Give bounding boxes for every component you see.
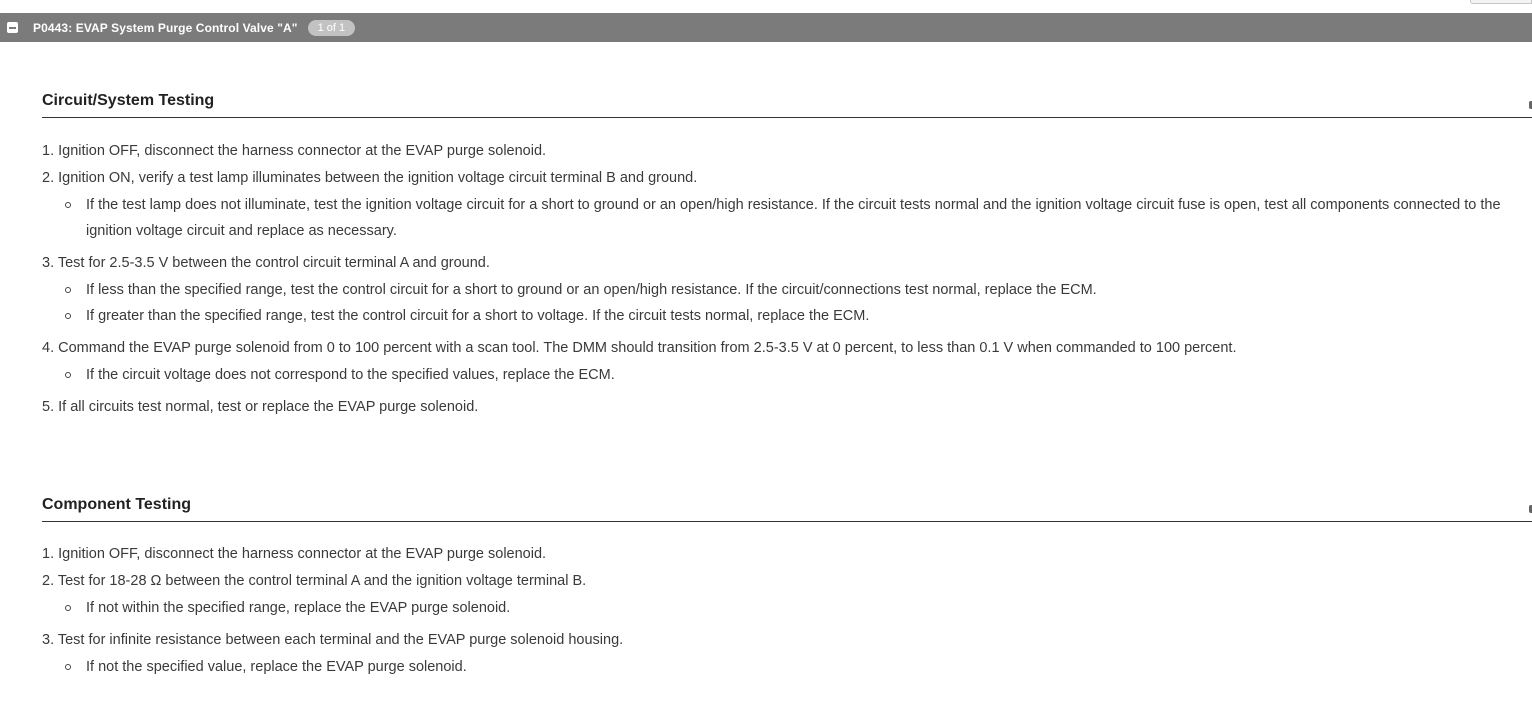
top-right-control[interactable] — [1470, 0, 1532, 4]
step-text: 4. Command the EVAP purge solenoid from 0 to 100 percent with a scan tool. The DMM should transition from 2.5-3.5 V at 0 percent, to less than 0.1 V when commanded to 100 percent. — [42, 340, 1237, 356]
substeps-list — [42, 595, 1532, 621]
steps-list — [42, 138, 1532, 421]
section-title: Circuit/System Testing — [42, 92, 1532, 118]
step-item — [42, 627, 1532, 680]
circle-bullet-icon — [65, 202, 71, 208]
section-title: Component Testing — [42, 496, 1532, 522]
step-text: 3. Test for infinite resistance between each terminal and the EVAP purge solenoid housing. — [42, 632, 624, 648]
substep-item — [86, 595, 1532, 621]
substeps-list — [42, 277, 1532, 329]
substep-text: If less than the specified range, test the control circuit for a short to ground or an open/high resistance. If the circuit/connections test normal, replace the ECM. — [86, 282, 1097, 298]
section-circuit-system-testing — [42, 92, 1532, 421]
step-item — [42, 568, 1532, 621]
circle-bullet-icon — [65, 372, 71, 378]
step-item — [42, 165, 1532, 244]
dtc-header-bar — [0, 13, 1532, 42]
step-text: 3. Test for 2.5-3.5 V between the control circuit terminal A and ground. — [42, 255, 490, 271]
substep-item — [86, 303, 1532, 329]
step-item — [42, 138, 1532, 165]
circle-bullet-icon — [65, 313, 71, 319]
step-text: 1. Ignition OFF, disconnect the harness connector at the EVAP purge solenoid. — [42, 143, 547, 159]
substep-item — [86, 277, 1532, 303]
step-text: 1. Ignition OFF, disconnect the harness connector at the EVAP purge solenoid. — [42, 546, 547, 562]
step-item — [42, 541, 1532, 568]
substeps-list — [42, 362, 1532, 388]
step-item — [42, 250, 1532, 329]
circle-bullet-icon — [65, 287, 71, 293]
section-component-testing — [42, 496, 1532, 686]
substep-text: If not within the specified range, replace the EVAP purge solenoid. — [86, 600, 511, 616]
step-text: 2. Ignition ON, verify a test lamp illuminates between the ignition voltage circuit terminal B and ground. — [42, 170, 698, 186]
substep-text: If the circuit voltage does not correspond to the specified values, replace the ECM. — [86, 367, 615, 383]
count-badge: 1 of 1 — [308, 20, 356, 36]
circle-bullet-icon — [65, 664, 71, 670]
step-text: 5. If all circuits test normal, test or replace the EVAP purge solenoid. — [42, 399, 479, 415]
step-item — [42, 394, 1532, 421]
step-text: 2. Test for 18-28 Ω between the control terminal A and the ignition voltage terminal B. — [42, 573, 587, 589]
step-item — [42, 335, 1532, 388]
substep-text: If the test lamp does not illuminate, test the ignition voltage circuit for a short to ground or an open/high resistance. If the circuit tests normal and the ignition voltage circuit fuse is open, test all components connected to the ignition voltage circuit and replace as necessary. — [86, 197, 1501, 239]
substep-item — [86, 192, 1532, 244]
substep-item — [86, 362, 1532, 388]
dtc-title: P0443: EVAP System Purge Control Valve "A" — [33, 20, 298, 35]
substep-text: If greater than the specified range, test the control circuit for a short to voltage. If the circuit tests normal, replace the ECM. — [86, 308, 870, 324]
minus-square-icon[interactable] — [7, 22, 18, 33]
substeps-list — [42, 654, 1532, 680]
substep-item — [86, 654, 1532, 680]
substeps-list — [42, 192, 1532, 244]
substep-text: If not the specified value, replace the EVAP purge solenoid. — [86, 659, 467, 675]
circle-bullet-icon — [65, 605, 71, 611]
steps-list — [42, 541, 1532, 680]
